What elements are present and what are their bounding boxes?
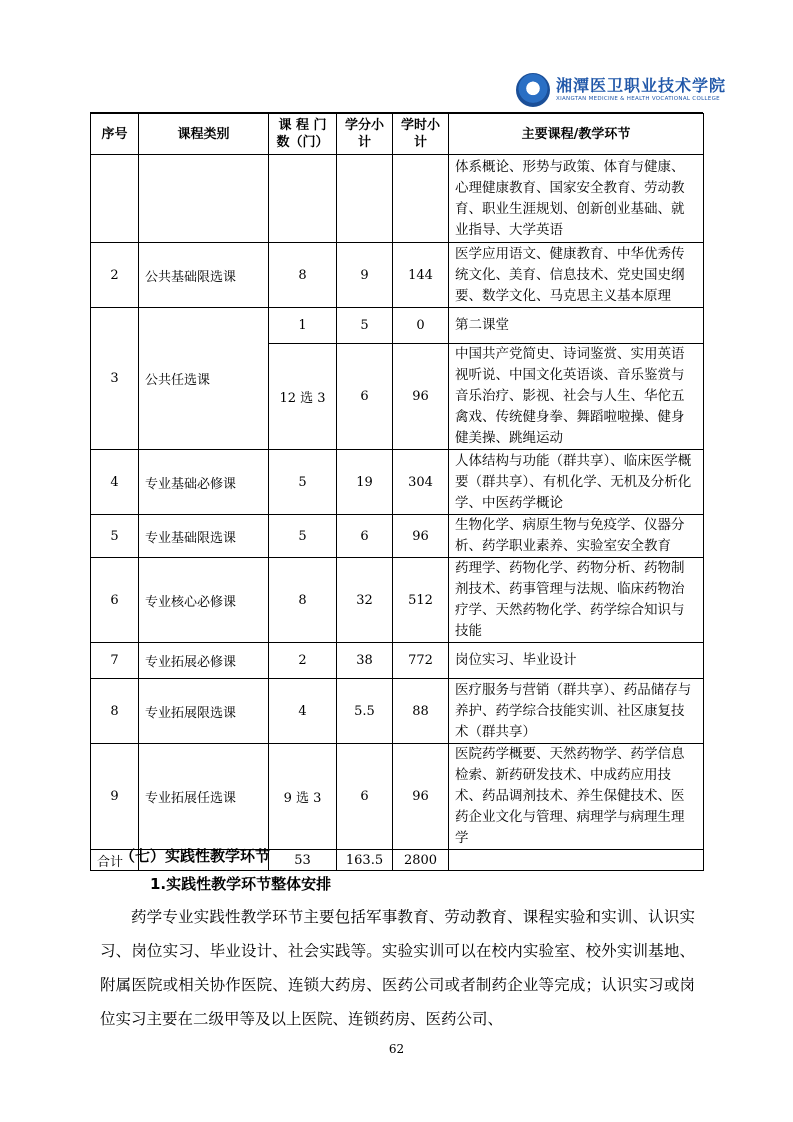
cell-hours: 96 — [393, 744, 449, 850]
cell-category: 专业基础必修课 — [139, 450, 269, 515]
cell-category: 公共基础限选课 — [139, 243, 269, 308]
college-logo — [516, 70, 727, 110]
cell-credits: 32 — [337, 558, 393, 643]
cell-content: 岗位实习、毕业设计 — [449, 643, 704, 679]
cell-category: 专业拓展任选课 — [139, 744, 269, 850]
cell-content: 生物化学、病原生物与免疫学、仪器分析、药学职业素养、实验室安全教育 — [449, 515, 704, 558]
page-number: 62 — [388, 1042, 405, 1056]
cell-no: 5 — [91, 515, 139, 558]
cell-category: 专业拓展必修课 — [139, 643, 269, 679]
cell-credits: 5.5 — [337, 679, 393, 744]
total-content — [449, 850, 704, 871]
cell-credits: 38 — [337, 643, 393, 679]
cell-credits: 6 — [337, 515, 393, 558]
cell-hours: 96 — [393, 515, 449, 558]
cell-category: 专业基础限选课 — [139, 515, 269, 558]
cell-credits: 19 — [337, 450, 393, 515]
cell-courses: 8 — [269, 243, 337, 308]
cell-hours: 144 — [393, 243, 449, 308]
cell-no — [91, 155, 139, 243]
cell-content: 中国共产党简史、诗词鉴赏、实用英语视听说、中国文化英语谈、音乐鉴赏与音乐治疗、影视、社会与人生、华佗五禽戏、传统健身拳、舞蹈啦啦操、健身健美操、跳绳运动 — [449, 344, 704, 450]
cell-content: 医学应用语文、健康教育、中华优秀传统文化、美育、信息技术、党史国史纲要、数学文化、马克思主义基本原理 — [449, 243, 704, 308]
header-category: 课程类别 — [139, 114, 269, 155]
cell-hours: 304 — [393, 450, 449, 515]
cell-hours — [393, 155, 449, 243]
cell-courses: 5 — [269, 450, 337, 515]
header-no: 序号 — [91, 114, 139, 155]
table-row — [91, 155, 704, 243]
cell-content: 第二课堂 — [449, 308, 704, 344]
cell-content: 人体结构与功能（群共享）、临床医学概要（群共享）、有机化学、无机及分析化学、中医药学概论 — [449, 450, 704, 515]
cell-no: 3 — [91, 308, 139, 450]
table-header-row — [91, 114, 704, 155]
total-hours: 2800 — [393, 850, 449, 871]
cell-credits: 9 — [337, 243, 393, 308]
header-course-count: 课 程 门 数（门） — [269, 114, 337, 155]
cell-no: 2 — [91, 243, 139, 308]
cell-no: 9 — [91, 744, 139, 850]
cell-courses: 4 — [269, 679, 337, 744]
cell-category: 公共任选课 — [139, 308, 269, 450]
cell-courses: 2 — [269, 643, 337, 679]
table-row — [91, 515, 704, 558]
cell-courses — [269, 155, 337, 243]
cell-credits: 6 — [337, 744, 393, 850]
cell-no: 7 — [91, 643, 139, 679]
cell-courses: 12 选 3 — [269, 344, 337, 450]
cell-credits: 5 — [337, 308, 393, 344]
cell-content: 体系概论、形势与政策、体育与健康、心理健康教育、国家安全教育、劳动教育、职业生涯规划、创新创业基础、就业指导、大学英语 — [449, 155, 704, 243]
table-row — [91, 243, 704, 308]
header-main-courses: 主要课程/教学环节 — [449, 114, 704, 155]
logo-text — [556, 75, 727, 103]
cell-no: 6 — [91, 558, 139, 643]
cell-courses: 5 — [269, 515, 337, 558]
body-paragraph: 药学专业实践性教学环节主要包括军事教育、劳动教育、课程实验和实训、认识实习、岗位实习、毕业设计、社会实践等。实验实训可以在校内实验室、校外实训基地、附属医院或相关协作医院、连锁大药房、医药公司或者制药企业等完成；认识实习或岗位实习主要在二级甲等及以上医院、连锁药房、医药公司、 — [100, 908, 695, 1028]
cell-courses: 9 选 3 — [269, 744, 337, 850]
cell-credits: 6 — [337, 344, 393, 450]
total-credits: 163.5 — [337, 850, 393, 871]
college-emblem-icon — [516, 73, 550, 107]
table-row — [91, 450, 704, 515]
table-row — [91, 643, 704, 679]
logo-english-name: XIANGTAN MEDICINE & HEALTH VOCATIONAL COLLEGE — [556, 95, 720, 102]
cell-hours: 512 — [393, 558, 449, 643]
course-structure-table — [90, 113, 704, 871]
cell-category — [139, 155, 269, 243]
total-label: 合计 — [91, 850, 139, 871]
table-row — [91, 558, 704, 643]
cell-category: 专业核心必修课 — [139, 558, 269, 643]
cell-courses: 8 — [269, 558, 337, 643]
header-credits: 学分小计 — [337, 114, 393, 155]
table-row — [91, 679, 704, 744]
logo-chinese-name: 湘潭医卫职业技术学院 — [556, 75, 727, 95]
cell-hours: 96 — [393, 344, 449, 450]
subsection-heading: 1.实践性教学环节整体安排 — [150, 875, 332, 893]
cell-hours: 88 — [393, 679, 449, 744]
cell-no: 4 — [91, 450, 139, 515]
cell-courses: 1 — [269, 308, 337, 344]
table-row — [91, 744, 704, 850]
section-heading: （七）实践性教学环节 — [120, 847, 271, 865]
cell-content: 医疗服务与营销（群共享）、药品储存与养护、药学综合技能实训、社区康复技术（群共享） — [449, 679, 704, 744]
cell-content: 医院药学概要、天然药物学、药学信息检索、新药研发技术、中成药应用技术、药品调剂技术、养生保健技术、医药企业文化与管理、病理学与病理生理学 — [449, 744, 704, 850]
cell-hours: 0 — [393, 308, 449, 344]
table-row — [91, 308, 704, 344]
cell-credits — [337, 155, 393, 243]
cell-no: 8 — [91, 679, 139, 744]
header-hours: 学时小计 — [393, 114, 449, 155]
cell-hours: 772 — [393, 643, 449, 679]
total-courses: 53 — [269, 850, 337, 871]
cell-category: 专业拓展限选课 — [139, 679, 269, 744]
cell-content: 药理学、药物化学、药物分析、药物制剂技术、药事管理与法规、临床药物治疗学、天然药物化学、药学综合知识与技能 — [449, 558, 704, 643]
